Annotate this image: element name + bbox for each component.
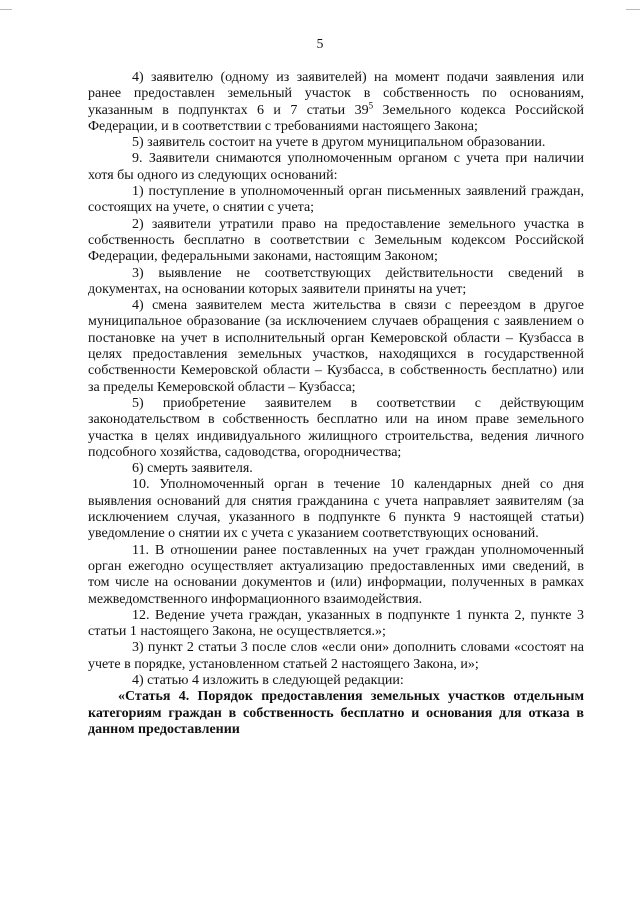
paragraph: 12. Ведение учета граждан, указанных в подпункте 1 пункта 2, пункте 3 статьи 1 настоящего Закона, не осуществляется.»;: [88, 607, 584, 640]
paragraph: 11. В отношении ранее поставленных на учет граждан уполномоченный орган ежегодно осуществляет актуализацию предоставленных ими сведений, в том числе на основании документов и (или) информации, полученных в рамках межведомственного информационного взаимодействия.: [88, 542, 584, 607]
superscript-article-index: 5: [368, 99, 374, 110]
paragraph: 5) приобретение заявителем в соответствии с действующим законодательством в собственность бесплатно или на ином праве земельного участка в целях индивидуального жилищного строительства, ведения личного подсобного хозяйства, садоводства, огородничества;: [88, 395, 584, 460]
paragraph: 5) заявитель состоит на учете в другом муниципальном образовании.: [132, 135, 546, 151]
paragraph: 4) заявителю (одному из заявителей) на момент подачи заявления или ранее предоставлен земельный участок в собственность по основаниям, указанным в подпунктах 6 и 7 статьи $39^5$ Земельного кодекса Российской Федерации, и в соответствии с требованиями настоящего Закона;: [88, 70, 584, 134]
scan-artifact-top-left: [0, 9, 12, 10]
paragraph: 10. Уполномоченный орган в течение 10 календарных дней со дня выявления оснований для снятия гражданина с учета направляет заявителям (за исключением случая, указанного в подпункте 6 пункта 9 настоящей статьи) уведомление о снятии их с учета с указанием соответствующих оснований.: [88, 477, 584, 542]
page-number: 5: [316, 36, 324, 51]
paragraph: 4) статью 4 изложить в следующей редакции:: [132, 672, 404, 688]
paragraph: 1) поступление в уполномоченный орган письменных заявлений граждан, состоящих на учете, о снятии с учета;: [88, 184, 584, 216]
paragraph: 2) заявители утратили право на предоставление земельного участка в собственность бесплатно в соответствии с Земельным кодексом Российской Федерации, федеральными законами, настоящим Законом;: [88, 216, 584, 265]
paragraph: 3) выявление не соответствующих действительности сведений в документах, на основании которых заявители приняты на учет;: [88, 265, 584, 297]
document-body: [88, 70, 584, 738]
scan-artifact-top-right: [626, 9, 640, 10]
article-heading: «Статья 4. Порядок предоставления земельных участков отдельным категориям граждан в собственность бесплатно и основания для отказа в данном предоставлении: [88, 689, 584, 737]
paragraph: 3) пункт 2 статьи 3 после слов «если они» дополнить словами «состоят на учете в порядке, установленном статьей 2 настоящего Закона, и»;: [88, 640, 584, 672]
paragraph: 4) смена заявителем места жительства в связи с переездом в другое муниципальное образование (за исключением случаев обращения с заявлением о постановке на учет в исполнительный орган Кемеровской области – Кузбасса в целях предоставления земельных участков, находящихся в государственной собственности Кемеровской области – Кузбасса, в собственность бесплатно) или за пределы Кемеровской области – Кузбасса;: [88, 298, 584, 395]
paragraph: 6) смерть заявителя.: [132, 461, 253, 477]
paragraph: 9. Заявители снимаются уполномоченным органом с учета при наличии хотя бы одного из следующих оснований:: [88, 151, 584, 183]
